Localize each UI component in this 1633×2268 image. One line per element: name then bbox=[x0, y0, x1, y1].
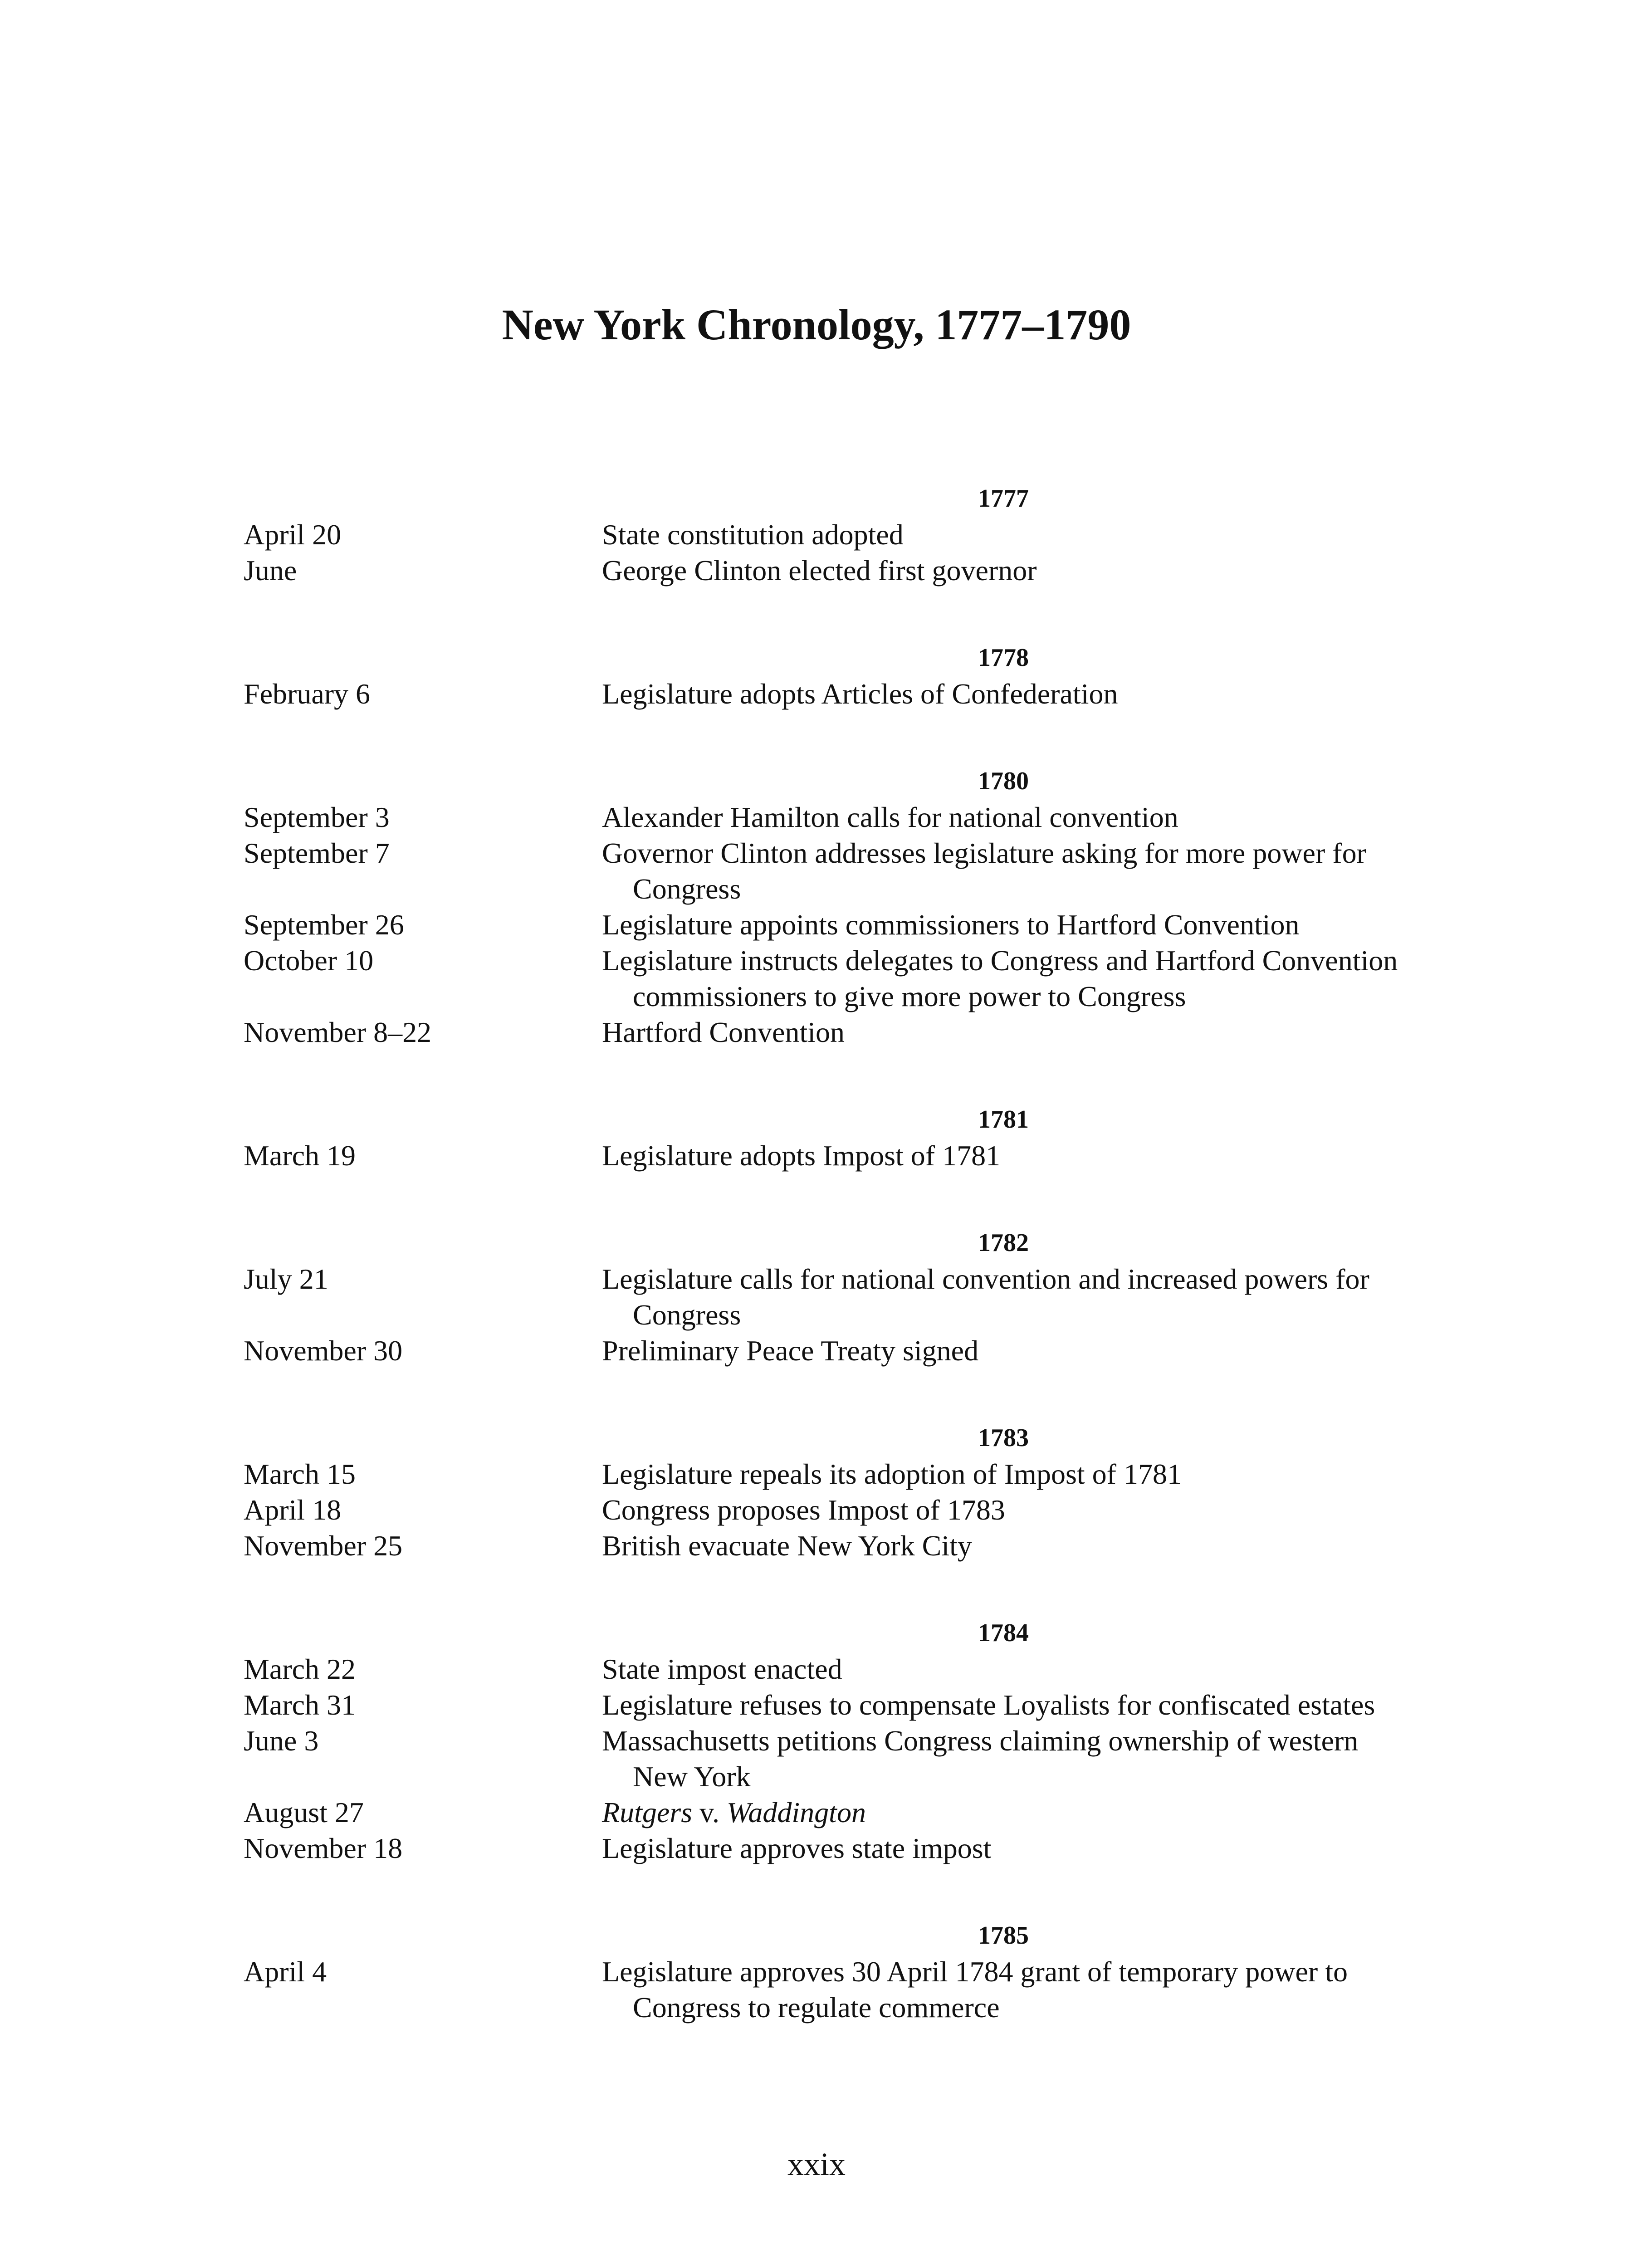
chronology-entry bbox=[244, 1651, 1405, 1687]
chronology-entry bbox=[244, 799, 1405, 835]
year-heading: 1783 bbox=[978, 1424, 1029, 1452]
year-heading: 1785 bbox=[978, 1921, 1029, 1950]
entry-event: Legislature calls for national convention and increased powers for Congress bbox=[602, 1263, 1369, 1331]
entry-date: November 8–22 bbox=[244, 1016, 432, 1048]
chronology-entry bbox=[244, 1333, 1405, 1369]
chronology-entry bbox=[244, 1261, 1405, 1333]
chronology-entry bbox=[244, 1014, 1405, 1050]
entry-event: Legislature approves 30 April 1784 grant of temporary power to Congress to regulate commerce bbox=[602, 1955, 1348, 2024]
chronology-entry bbox=[244, 1687, 1405, 1723]
entry-event: Congress proposes Impost of 1783 bbox=[602, 1494, 1005, 1526]
entry-event: Legislature repeals its adoption of Impost of 1781 bbox=[602, 1458, 1182, 1490]
chronology-entry bbox=[244, 1456, 1405, 1492]
entry-date: September 7 bbox=[244, 837, 390, 869]
entry-date: February 6 bbox=[244, 678, 371, 710]
entry-event: Massachusetts petitions Congress claiming ownership of western New York bbox=[602, 1725, 1359, 1793]
entry-event: Legislature appoints commissioners to Hartford Convention bbox=[602, 909, 1300, 941]
section-gap bbox=[244, 1050, 1405, 1102]
entry-date: March 22 bbox=[244, 1653, 356, 1685]
year-heading: 1782 bbox=[978, 1229, 1029, 1257]
chronology-entry bbox=[244, 835, 1405, 907]
entry-event: Governor Clinton addresses legislature asking for more power for Congress bbox=[602, 837, 1366, 905]
entry-date: September 3 bbox=[244, 801, 390, 833]
entry-event: Hartford Convention bbox=[602, 1016, 845, 1048]
entry-date: June bbox=[244, 554, 297, 587]
entry-event: Legislature adopts Impost of 1781 bbox=[602, 1139, 1001, 1172]
year-block-1777 bbox=[244, 481, 1405, 588]
year-heading: 1778 bbox=[978, 644, 1029, 672]
section-gap bbox=[244, 1369, 1405, 1420]
entry-event: British evacuate New York City bbox=[602, 1530, 972, 1562]
chronology-entry bbox=[244, 1794, 1405, 1830]
chronology-entry bbox=[244, 943, 1405, 1014]
entry-event: George Clinton elected first governor bbox=[602, 554, 1037, 587]
case-party-defendant: Waddington bbox=[726, 1796, 866, 1828]
entry-event: State impost enacted bbox=[602, 1653, 842, 1685]
entry-date: November 30 bbox=[244, 1334, 403, 1367]
chronology-entry bbox=[244, 907, 1405, 943]
chronology-entry bbox=[244, 517, 1405, 552]
entry-date: April 20 bbox=[244, 518, 342, 551]
entry-event: Legislature instructs delegates to Congress and Hartford Convention commissioners to give more power to Congress bbox=[602, 944, 1398, 1012]
year-block-1778 bbox=[244, 640, 1405, 712]
section-gap bbox=[244, 1866, 1405, 1918]
chronology-entry bbox=[244, 552, 1405, 588]
entry-date: June 3 bbox=[244, 1725, 319, 1757]
entry-event: Legislature adopts Articles of Confederation bbox=[602, 678, 1118, 710]
chronology-entry bbox=[244, 1723, 1405, 1794]
entry-event: State constitution adopted bbox=[602, 518, 904, 551]
section-gap bbox=[244, 1173, 1405, 1225]
entry-date: September 26 bbox=[244, 909, 404, 941]
chronology-entry bbox=[244, 1138, 1405, 1173]
entry-date: August 27 bbox=[244, 1796, 364, 1828]
year-block-1782 bbox=[244, 1225, 1405, 1369]
year-block-1785 bbox=[244, 1918, 1405, 2025]
year-block-1781 bbox=[244, 1102, 1405, 1173]
chronology-entry bbox=[244, 1954, 1405, 2025]
section-gap bbox=[244, 1564, 1405, 1615]
year-heading: 1781 bbox=[978, 1105, 1029, 1134]
entry-date: July 21 bbox=[244, 1263, 328, 1295]
year-heading: 1777 bbox=[978, 484, 1029, 513]
year-block-1783 bbox=[244, 1420, 1405, 1564]
page-number: xxix bbox=[787, 2146, 846, 2182]
entry-date: November 25 bbox=[244, 1530, 403, 1562]
entry-date: April 18 bbox=[244, 1494, 342, 1526]
entry-date: March 19 bbox=[244, 1139, 356, 1172]
section-gap bbox=[244, 588, 1405, 640]
page-title: New York Chronology, 1777–1790 bbox=[502, 300, 1131, 349]
chronology-entry bbox=[244, 676, 1405, 712]
entry-date: April 4 bbox=[244, 1955, 327, 1988]
case-party-plaintiff: Rutgers bbox=[602, 1796, 693, 1828]
year-block-1780 bbox=[244, 763, 1405, 1050]
entry-date: March 31 bbox=[244, 1689, 356, 1721]
section-gap bbox=[244, 712, 1405, 763]
entry-event: Legislature approves state impost bbox=[602, 1832, 992, 1864]
year-heading: 1780 bbox=[978, 767, 1029, 795]
year-block-1784 bbox=[244, 1615, 1405, 1866]
chronology-entry bbox=[244, 1528, 1405, 1564]
entry-event: Alexander Hamilton calls for national convention bbox=[602, 801, 1178, 833]
entry-event: Legislature refuses to compensate Loyalists for confiscated estates bbox=[602, 1689, 1375, 1721]
entry-date: October 10 bbox=[244, 944, 374, 977]
entry-event: Preliminary Peace Treaty signed bbox=[602, 1334, 979, 1367]
entry-date: March 15 bbox=[244, 1458, 356, 1490]
entry-event-case-name bbox=[602, 1794, 1405, 1830]
entry-date: November 18 bbox=[244, 1832, 403, 1864]
chronology bbox=[244, 481, 1405, 2025]
chronology-entry bbox=[244, 1492, 1405, 1528]
chronology-entry bbox=[244, 1830, 1405, 1866]
case-versus: v. bbox=[692, 1796, 727, 1828]
year-heading: 1784 bbox=[978, 1619, 1029, 1647]
